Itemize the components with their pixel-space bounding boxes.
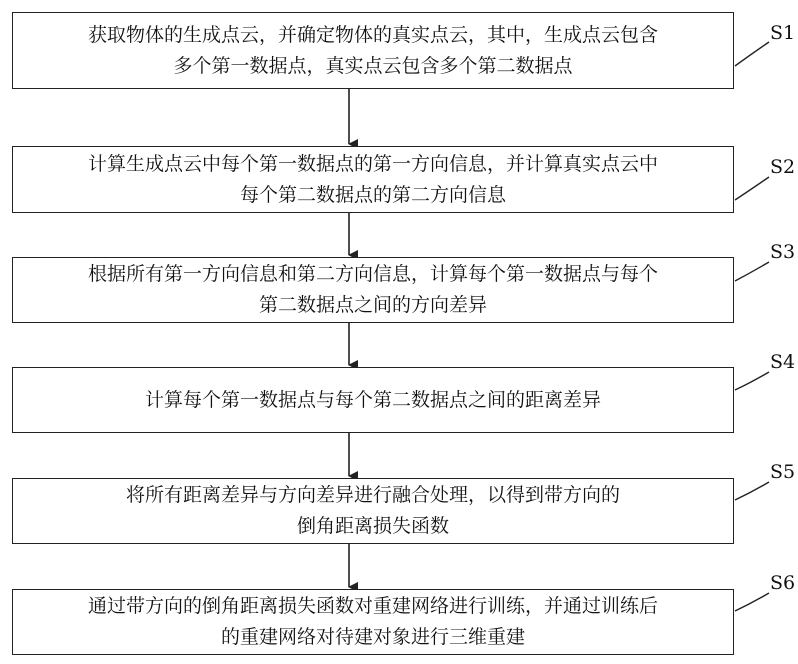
step-s6-label: S6 — [770, 572, 796, 594]
step-s1-label: S1 — [770, 22, 796, 44]
leader-s4 — [735, 372, 769, 390]
step-s2-label: S2 — [770, 156, 796, 178]
leader-s5 — [735, 482, 769, 500]
step-s2-line-1: 计算生成点云中每个第一数据点的第一方向信息，并计算真实点云中 — [87, 152, 658, 175]
step-s5-label: S5 — [770, 461, 796, 483]
step-s3-line-2: 第二数据点之间的方向差异 — [258, 294, 487, 316]
step-s3-box — [12, 257, 734, 323]
step-s6-line-1: 通过带方向的倒角距离损失函数对重建网络进行训练，并通过训练后 — [87, 595, 658, 617]
step-s2-line-2: 每个第二数据点的第二方向信息 — [239, 183, 506, 206]
step-s5-line-2: 倒角距离损失函数 — [296, 515, 449, 537]
step-s1-box — [12, 12, 734, 89]
leader-s2 — [735, 177, 769, 200]
leader-s6 — [735, 593, 769, 611]
step-s5-box — [12, 478, 734, 544]
step-s6-line-2: 的重建网络对待建对象进行三维重建 — [220, 626, 525, 648]
step-s1-line-2: 多个第一数据点，真实点云包含多个第二数据点 — [173, 54, 573, 77]
step-s4-line-1: 计算每个第一数据点与每个第二数据点之间的距离差异 — [144, 388, 601, 411]
step-s4-label: S4 — [770, 351, 796, 373]
step-s6-box — [12, 589, 734, 655]
step-s3-line-1: 根据所有第一方向信息和第二方向信息，计算每个第一数据点与每个 — [87, 263, 658, 285]
leader-s1 — [735, 42, 769, 66]
step-s5-line-1: 将所有距离差异与方向差异进行融合处理，以得到带方向的 — [125, 484, 620, 506]
step-s3-label: S3 — [770, 241, 796, 263]
step-s1-line-1: 获取物体的生成点云，并确定物体的真实点云，其中，生成点云包含 — [87, 23, 658, 46]
step-s4-box — [12, 367, 734, 433]
leader-s3 — [735, 262, 769, 281]
step-s2-box — [12, 146, 734, 213]
